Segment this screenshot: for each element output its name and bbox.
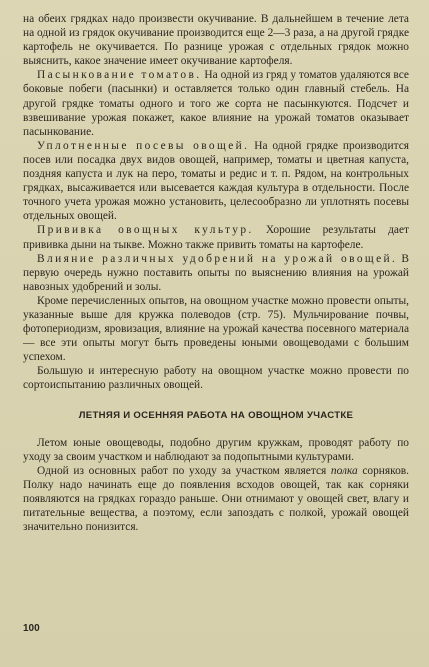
experiment-text-pasynkovanie: На одной из гряд у томатов удаляются все боковые побеги (пасынки) и оставляется только один главный стебель. На другой грядке томаты одного и того же сорта не пасынкуются. Подсчет и взвешивание урожая покажет, какое влияние на урожай томатов оказывает пасынкование.: [23, 69, 409, 138]
experiment-title-vliyanie: Влияние различных удобрений на урожай овощей.: [37, 252, 398, 265]
paragraph-summer-work: Летом юные овощеводы, подобно другим кружкам, проводят работу по уходу за своим участком и наблюдают за подопытными культурами.: [23, 436, 409, 463]
experiment-text-vliyanie: В первую очередь нужно поставить опыты по выяснению влияния на урожай навозных удобрений и золы.: [23, 252, 409, 293]
polka-text-start: Одной из основных работ по уходу за участком является: [37, 464, 331, 477]
page-body: [23, 12, 409, 534]
experiment-title-pasynkovanie: Пасынкование томатов.: [37, 69, 202, 82]
page-number: 100: [23, 623, 40, 634]
experiment-title-uplotnennye: Уплотненные посевы овощей.: [37, 139, 250, 152]
polka-text-end: сорняков. Полку надо начинать еще до появления всходов овощей, так как сорняки появляются на грядках гораздо раньше. Они отнимают у овощей свет, влагу и питательные вещества, а поэтому, если запоздать с полкой, урожай овощей значительно понизится.: [23, 464, 410, 534]
section-heading: ЛЕТНЯЯ И ОСЕННЯЯ РАБОТА НА ОВОЩНОМ УЧАСТКЕ: [78, 409, 354, 421]
paragraph-other-experiments: Кроме перечисленных опытов, на овощном участке можно провести опыты, указанные выше для кружка полеводов (стр. 75). Мульчирование почвы, фотопериодизм, яровизация, влияние на урожай качества посевного материала — все эти опыты могут быть проведены юными овощеводами с большим успехом.: [23, 294, 409, 364]
paragraph-uplotnennye: [23, 139, 409, 224]
paragraph-okuchivanie: на обеих грядках надо произвести окучивание. В дальнейшем в течение лета на одной из грядок окучивание производится еще 2—3 раза, а на другой грядке картофель не окучивается. По разнице урожая с отдельных грядок можно выяснить, какое значение имеет окучивание картофеля.: [23, 13, 409, 68]
polka-term: полка: [330, 464, 358, 477]
paragraph-sortoispytanie: Большую и интересную работу на овощном участке можно провести по сортоиспытанию различных овощей.: [23, 365, 409, 392]
paragraph-vliyanie: [23, 252, 409, 294]
paragraph-pasynkovanie: [23, 68, 409, 138]
experiment-title-privivka: Прививка овощных культур.: [37, 224, 254, 237]
paragraph-polka: [23, 464, 409, 534]
experiment-text-uplotnennye: На одной грядке производится посев или посадка двух видов овощей, например, томаты и цветная капуста, поздняя капуста и лук на перо, томаты и редис и т. п. Рядом, на контрольных грядках, высаживается или высевается каждая культура в отдельности. После точного учета урожая можно установить, целесообразно ли уплотнять посевы отдельных овощей.: [23, 139, 409, 223]
experiment-text-privivka: Хорошие результаты дает прививка дыни на тыкве. Можно также привить томаты на картофеле.: [23, 224, 409, 251]
paragraph-privivka: [23, 223, 409, 251]
